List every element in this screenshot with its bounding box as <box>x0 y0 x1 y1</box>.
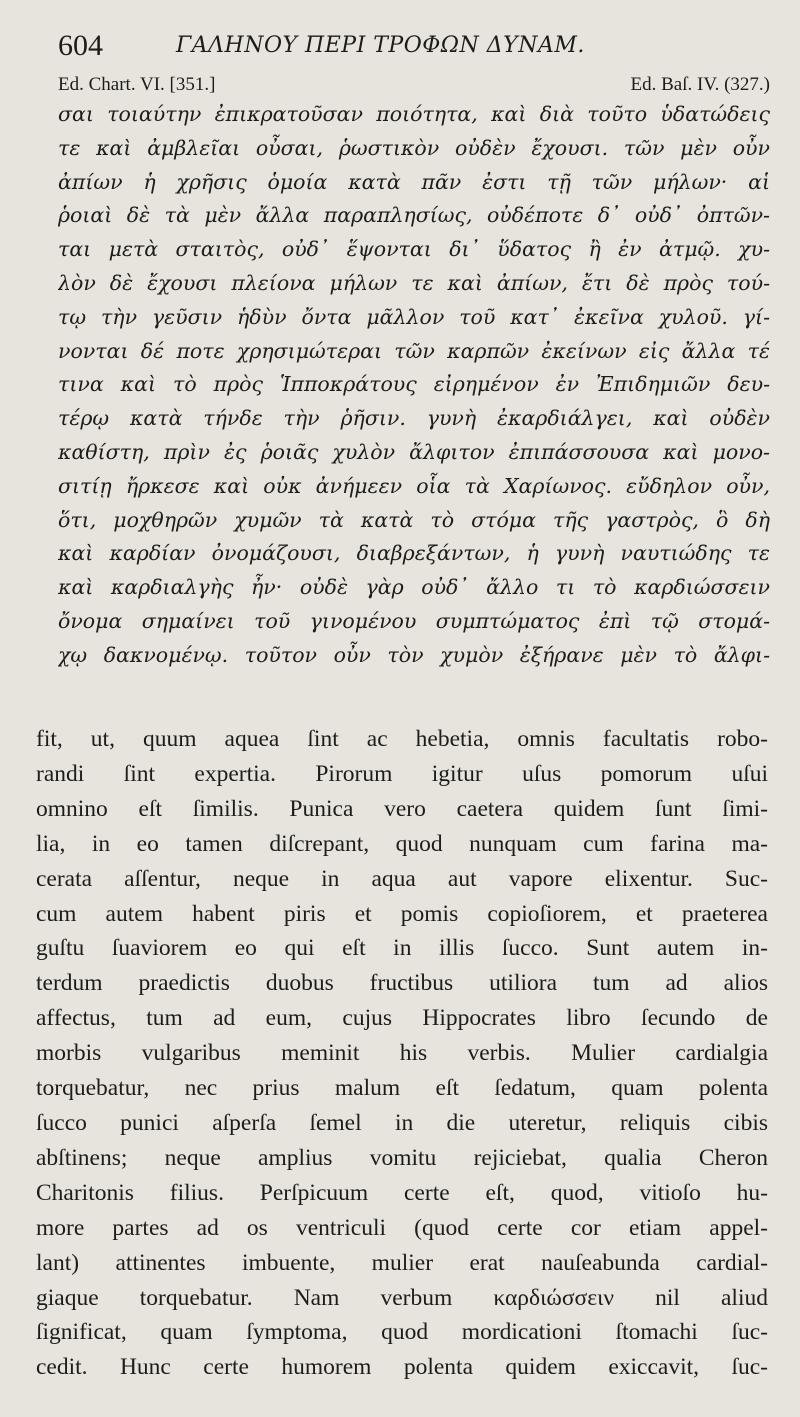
greek-line: χῳ δακνομένῳ. τοῦτον οὖν τὸν χυμὸν ἐξήρανε μὲν τὸ ἄλφι- <box>58 642 770 667</box>
latin-line: torquebatur, nec prius malum eſt ſedatum, quam polenta <box>36 1075 768 1102</box>
page-number: 604 <box>58 29 103 62</box>
greek-line: ὄνομα σημαίνει τοῦ γινομένου συμπτώματος ἐπὶ τῷ στομά- <box>58 608 770 633</box>
greek-line: τέρῳ κατὰ τήνδε τὴν ῥῆσιν. γυνὴ ἐκαρδιάλγει, καὶ οὐδὲν <box>58 406 770 431</box>
greek-line: τῳ τὴν γεῦσιν ἡδὺν ὄντα μᾶλλον τοῦ κατ᾽ ἐκεῖνα χυλοῦ. γί- <box>58 304 770 329</box>
latin-line: cum autem habent piris et pomis copioſiorem, et praeterea <box>36 900 768 927</box>
greek-line: καθίστη, πρὶν ἐς ῥοιᾶς χυλὸν ἄλφιτον ἐπιπάσσουσα καὶ μονο- <box>58 439 770 464</box>
latin-line: terdum praedictis duobus fructibus utiliora tum ad alios <box>36 970 768 997</box>
latin-line: abſtinens; neque amplius vomitu rejiciebat, qualia Cheron <box>36 1144 768 1171</box>
edition-references <box>58 70 770 100</box>
running-title: ΓΑΛΗΝΟΥ ΠΕΡΙ ΤΡΟΦΩΝ ΔΥΝΑΜ. <box>176 33 585 58</box>
greek-line: ται μετὰ σταιτὸς, οὐδ᾽ ἕψονται δι᾽ ὕδατος ἢ ἐν ἀτμῷ. χυ- <box>58 237 770 262</box>
latin-line: cerata aſſentur, neque in aqua aut vapore elixentur. Suc- <box>36 865 768 892</box>
edition-reference-chartier: Ed. Chart. VI. [351.] <box>58 74 216 95</box>
latin-line: more partes ad os ventriculi (quod certe cor etiam appel- <box>36 1214 768 1241</box>
latin-line: fit, ut, quum aquea ſint ac hebetia, omnis facultatis robo- <box>36 726 768 752</box>
greek-line: ὅτι, μοχθηρῶν χυμῶν τὰ κατὰ τὸ στόμα τῆς γαστρὸς, ὃ δὴ <box>58 507 770 532</box>
greek-line: ἀπίων ἡ χρῆσις ὁμοία κατὰ πᾶν ἐστι τῇ τῶν μήλων· αἱ <box>58 169 770 194</box>
latin-line: ſignificat, quam ſymptoma, quod mordicationi ſtomachi ſuc- <box>36 1319 768 1346</box>
greek-line: νονται δέ ποτε χρησιμώτεραι τῶν καρπῶν ἐκείνων εἰς ἄλλα τέ <box>58 338 770 363</box>
latin-text-block <box>36 722 768 1385</box>
greek-line: τινα καὶ τὸ πρὸς Ἱπποκράτους εἰρημένον ἐν Ἐπιδημιῶν δευ- <box>58 372 770 397</box>
page-header <box>58 26 778 66</box>
latin-line: Charitonis filius. Perſpicuum certe eſt, quod, vitioſo hu- <box>36 1179 768 1206</box>
latin-line: ſucco punici aſperſa ſemel in die uteretur, reliquis cibis <box>36 1109 768 1136</box>
latin-line: cedit. Hunc certe humorem polenta quidem exiccavit, ſuc- <box>36 1354 768 1381</box>
latin-line: lia, in eo tamen diſcrepant, quod nunquam cum farina ma- <box>36 830 768 857</box>
greek-text-block <box>58 98 770 673</box>
latin-line: guſtu ſuaviorem eo qui eſt in illis ſucco. Sunt autem in- <box>36 935 768 962</box>
greek-line: λὸν δὲ ἔχουσι πλείονα μήλων τε καὶ ἀπίων, ἔτι δὲ πρὸς τού- <box>58 270 770 295</box>
latin-line: affectus, tum ad eum, cujus Hippocrates libro ſecundo de <box>36 1005 768 1032</box>
edition-reference-basel: Ed. Baſ. IV. (327.) <box>630 74 770 95</box>
greek-line: σαι τοιαύτην ἐπικρατοῦσαν ποιότητα, καὶ διὰ τοῦτο ὑδατώδεις <box>58 102 770 126</box>
latin-line: randi ſint expertia. Pirorum igitur uſus pomorum uſui <box>36 760 768 787</box>
greek-line: ῥοιαὶ δὲ τὰ μὲν ἄλλα παραπλησίως, οὐδέποτε δ᾽ οὐδ᾽ ὀπτῶν- <box>58 203 770 228</box>
greek-line: τε καὶ ἀμβλεῖαι οὖσαι, ῥωστικὸν οὐδὲν ἔχουσι. τῶν μὲν οὖν <box>58 135 770 160</box>
greek-line: καὶ καρδίαν ὀνομάζουσι, διαβρεξάντων, ἡ γυνὴ ναυτιώδης τε <box>58 541 770 566</box>
greek-line: καὶ καρδιαλγὴς ἦν· οὐδὲ γὰρ οὐδ᾽ ἄλλο τι τὸ καρδιώσσειν <box>58 575 770 600</box>
latin-line: lant) attinentes imbuente, mulier erat nauſeabunda cardial- <box>36 1249 768 1276</box>
latin-line: omnino eſt ſimilis. Punica vero caetera quidem ſunt ſimi- <box>36 795 768 822</box>
greek-line: σιτίῃ ἤρκεσε καὶ οὐκ ἀνήμεεν οἷα τὰ Χαρίωνος. εὔδηλον οὖν, <box>58 473 770 498</box>
latin-line: morbis vulgaribus meminit his verbis. Mulier cardialgia <box>36 1040 768 1067</box>
latin-line: giaque torquebatur. Nam verbum καρδιώσσειν nil aliud <box>36 1284 768 1311</box>
